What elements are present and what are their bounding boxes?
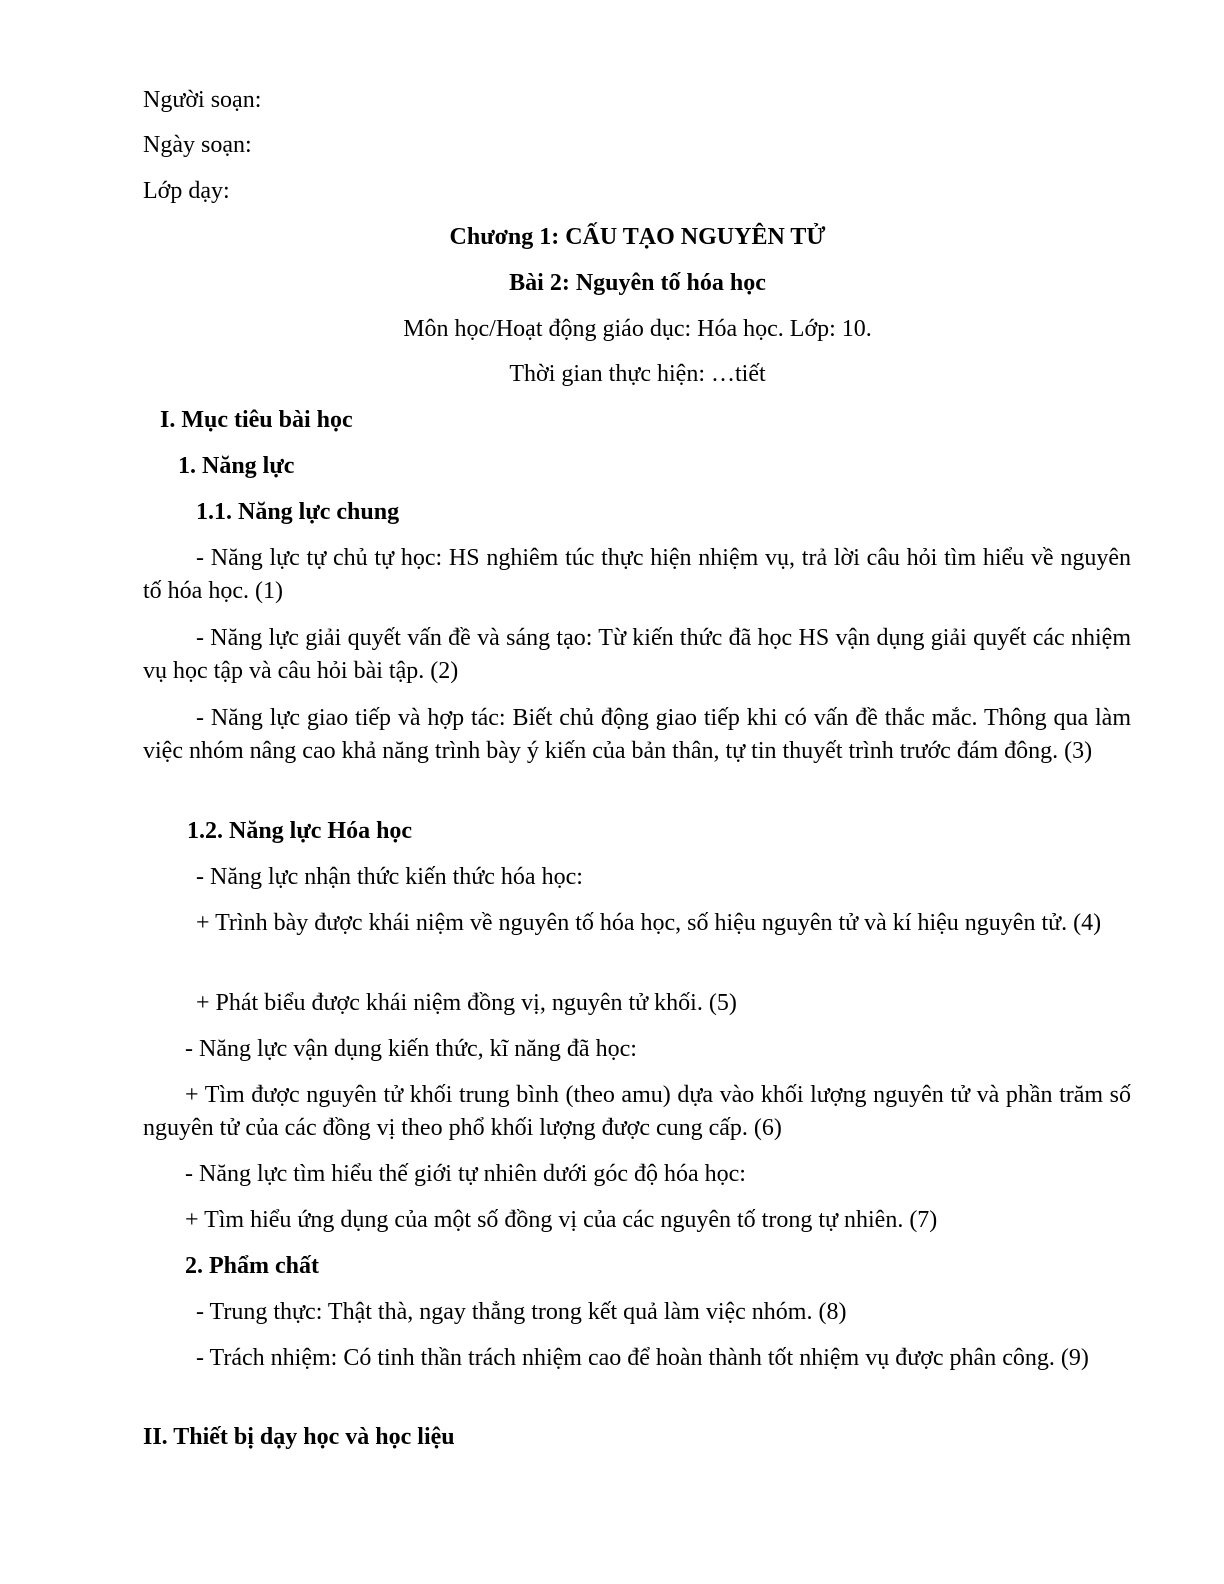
quality-item-1: - Trung thực: Thật thà, ngay thẳng trong kết quả làm việc nhóm. (8) (196, 1299, 847, 1325)
application-item-1: + Tìm được nguyên tử khối trung bình (theo amu) dựa vào khối lượng nguyên tử và phần trăm số nguyên tử của các đồng vị theo phổ khối lượng được cung cấp. (6) (143, 1082, 1131, 1141)
section-1-heading: I. Mục tiêu bài học (160, 407, 353, 433)
general-item-3: - Năng lực giao tiếp và hợp tác: Biết chủ động giao tiếp khi có vấn đề thắc mắc. Thông qua làm việc nhóm nâng cao khả năng trình bày ý kiến của bản thân, tự tin thuyết trình trước đám đông. (3) (143, 705, 1131, 764)
general-item-2: - Năng lực giải quyết vấn đề và sáng tạo: Từ kiến thức đã học HS vận dụng giải quyết các nhiệm vụ học tập và câu hỏi bài tập. (2) (143, 625, 1131, 684)
section-2-heading: II. Thiết bị dạy học và học liệu (143, 1424, 455, 1450)
cognition-label: - Năng lực nhận thức kiến thức hóa học: (196, 864, 583, 890)
competence-heading: 1. Năng lực (178, 453, 295, 479)
chemistry-competence-heading: 1.2. Năng lực Hóa học (187, 818, 413, 844)
qualities-heading: 2. Phẩm chất (185, 1253, 319, 1279)
exploration-label: - Năng lực tìm hiểu thế giới tự nhiên dưới góc độ hóa học: (185, 1161, 746, 1187)
author-label: Người soạn: (143, 87, 262, 113)
class-label: Lớp dạy: (143, 178, 230, 204)
chapter-title: Chương 1: CẤU TẠO NGUYÊN TỬ (449, 224, 826, 250)
application-label: - Năng lực vận dụng kiến thức, kĩ năng đã học: (185, 1036, 637, 1062)
date-label: Ngày soạn: (143, 132, 252, 158)
subject-line: Môn học/Hoạt động giáo dục: Hóa học. Lớp: 10. (403, 316, 872, 342)
lesson-title: Bài 2: Nguyên tố hóa học (509, 270, 766, 296)
general-competence-heading: 1.1. Năng lực chung (196, 499, 400, 525)
general-item-1: - Năng lực tự chủ tự học: HS nghiêm túc thực hiện nhiệm vụ, trả lời câu hỏi tìm hiểu về nguyên tố hóa học. (1) (143, 545, 1131, 604)
exploration-item-1: + Tìm hiểu ứng dụng của một số đồng vị của các nguyên tố trong tự nhiên. (7) (185, 1207, 938, 1233)
duration-line: Thời gian thực hiện: …tiết (509, 361, 766, 387)
quality-item-2: - Trách nhiệm: Có tinh thần trách nhiệm cao để hoàn thành tốt nhiệm vụ được phân công. (9) (196, 1345, 1089, 1371)
cognition-item-2: + Phát biểu được khái niệm đồng vị, nguyên tử khối. (5) (196, 990, 737, 1016)
cognition-item-1: + Trình bày được khái niệm về nguyên tố hóa học, số hiệu nguyên tử và kí hiệu nguyên tử. (4) (196, 910, 1102, 936)
